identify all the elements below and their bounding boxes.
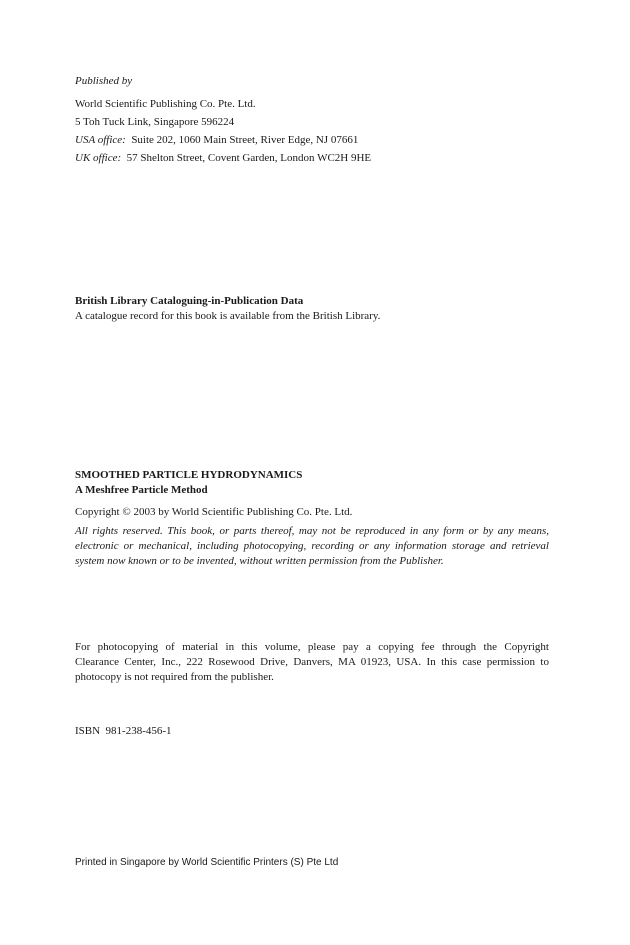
cataloguing-text: A catalogue record for this book is available from the British Library. <box>75 310 381 322</box>
cataloguing-block <box>75 294 549 324</box>
uk-office-address: 57 Shelton Street, Covent Garden, London WC2H 9HE <box>126 152 372 164</box>
publisher-block <box>75 74 549 166</box>
copyright-block <box>75 505 549 569</box>
printer-line: Printed in Singapore by World Scientific Printers (S) Pte Ltd <box>75 857 339 868</box>
book-title-block <box>75 468 549 498</box>
printer-block <box>75 855 549 870</box>
usa-office-label: USA office: <box>75 134 126 146</box>
photocopy-text <box>75 640 549 685</box>
isbn: ISBN 981-238-456-1 <box>75 725 172 737</box>
publisher-name: World Scientific Publishing Co. Pte. Ltd. <box>75 98 256 110</box>
photocopy-line: photocopy is not required from the publisher. <box>75 671 274 683</box>
rights-reserved-text <box>75 524 549 569</box>
cataloguing-heading: British Library Cataloguing-in-Publication Data <box>75 295 304 307</box>
copyright-line: Copyright © 2003 by World Scientific Publishing Co. Pte. Ltd. <box>75 506 353 518</box>
rights-line: electronic or mechanical, including photocopying, recording or any information storage and retrieval <box>75 540 549 552</box>
uk-office-line <box>75 151 549 166</box>
rights-line: system now known or to be invented, without written permission from the Publisher. <box>75 555 444 567</box>
usa-office-address: Suite 202, 1060 Main Street, River Edge, NJ 07661 <box>131 134 359 146</box>
publisher-address: 5 Toh Tuck Link, Singapore 596224 <box>75 116 235 128</box>
isbn-block <box>75 724 549 739</box>
published-by-heading: Published by <box>75 75 133 87</box>
rights-line: All rights reserved. This book, or parts thereof, may not be reproduced in any form or by any means, <box>75 525 549 537</box>
photocopy-line: For photocopying of material in this volume, please pay a copying fee through the Copyright <box>75 641 549 653</box>
usa-office-line <box>75 133 549 148</box>
book-subtitle: A Meshfree Particle Method <box>75 484 208 496</box>
photocopy-block <box>75 640 549 685</box>
photocopy-line: Clearance Center, Inc., 222 Rosewood Drive, Danvers, MA 01923, USA. In this case permission to <box>75 656 549 668</box>
uk-office-label: UK office: <box>75 152 122 164</box>
book-title: SMOOTHED PARTICLE HYDRODYNAMICS <box>75 469 303 481</box>
